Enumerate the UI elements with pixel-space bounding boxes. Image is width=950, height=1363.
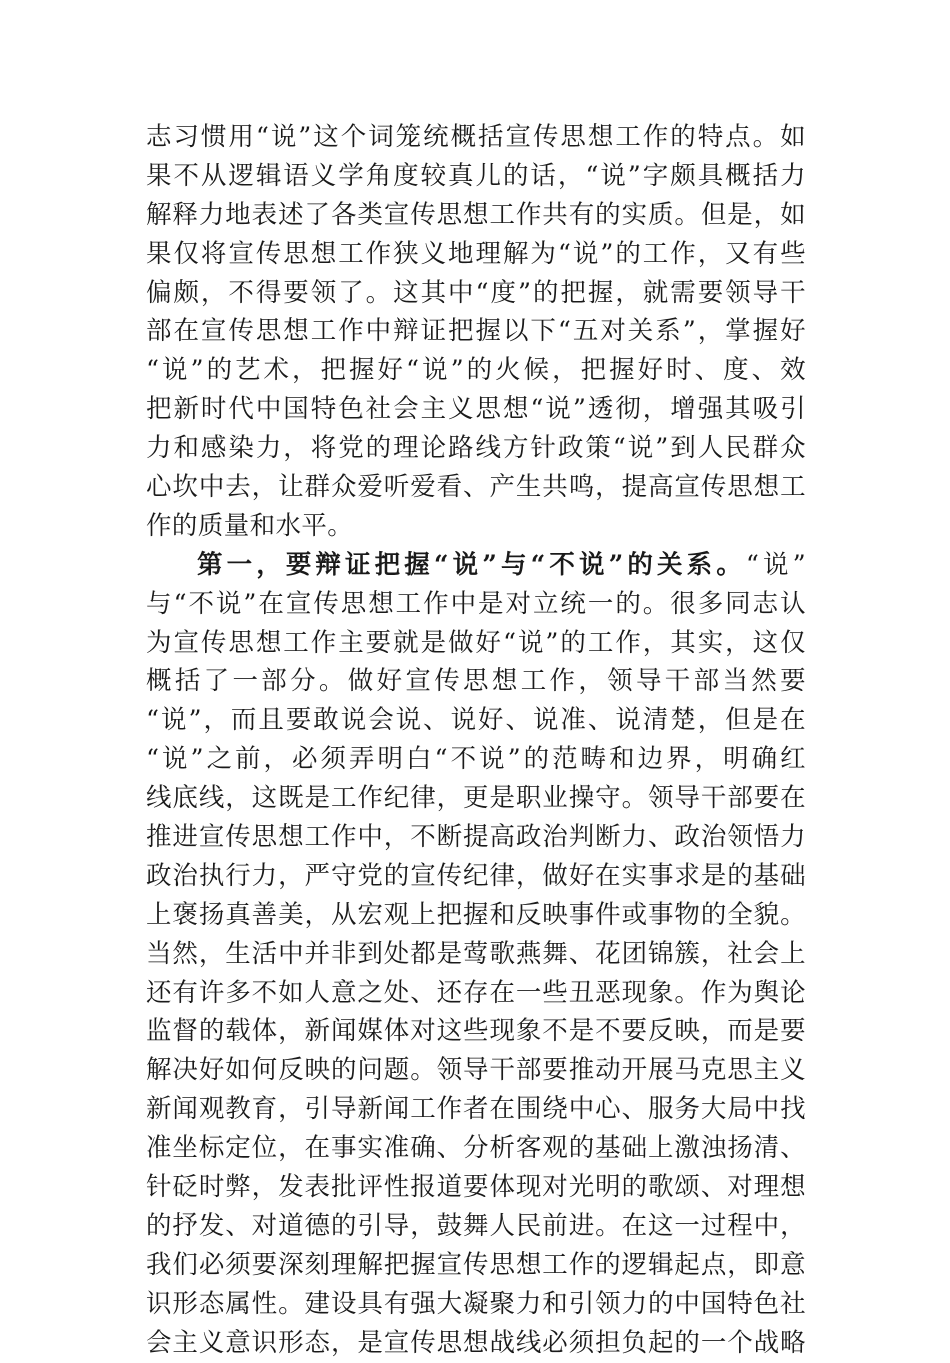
text-line: 为宣传思想工作主要就是做好“说”的工作，其实，这仅 [146,627,806,658]
text-line: 果仅将宣传思想工作狭义地理解为“说”的工作，又有些 [146,238,806,269]
text-line: 新闻观教育，引导新闻工作者在围绕中心、服务大局中找 [146,1094,806,1125]
text-line: 偏颇，不得要领了。这其中“度”的把握，就需要领导干 [146,277,806,308]
body-text [146,118,806,1363]
text-line: 会主义意识形态，是宣传思想战线必须担负起的一个战略 [146,1327,806,1358]
text-line: 识形态属性。建设具有强大凝聚力和引领力的中国特色社 [146,1288,806,1319]
text-line: 的抒发、对道德的引导，鼓舞人民前进。在这一过程中， [146,1210,806,1241]
paragraph-1 [146,118,806,546]
text-line: 把新时代中国特色社会主义思想“说”透彻，增强其吸引 [146,394,806,425]
text-line: 力和感染力，将党的理论路线方针政策“说”到人民群众 [146,433,806,464]
text-line: 果不从逻辑语义学角度较真儿的话，“说”字颇具概括力 [146,160,806,191]
text-line: 志习惯用“说”这个词笼统概括宣传思想工作的特点。如 [146,122,806,152]
text-line: 准坐标定位，在事实准确、分析客观的基础上激浊扬清、 [146,1133,806,1164]
text-line: 推进宣传思想工作中，不断提高政治判断力、政治领悟力 [146,822,806,853]
section-heading: 第一，要辩证把握“说”与“不说”的关系。 [197,549,746,580]
text-line: 还有许多不如人意之处、还存在一些丑恶现象。作为舆论 [146,977,806,1008]
text-line: 政治执行力，严守党的宣传纪律，做好在实事求是的基础 [146,860,806,891]
paragraph-2-first-line [146,546,806,585]
text-line: 概括了一部分。做好宣传思想工作，领导干部当然要 [146,666,806,697]
text-line: 监督的载体，新闻媒体对这些现象不是不要反映，而是要 [146,1016,806,1047]
text-line: 解释力地表述了各类宣传思想工作共有的实质。但是，如 [146,199,806,230]
text-line: 上褒扬真善美，从宏观上把握和反映事件或事物的全貌。 [146,899,806,930]
text-fragment: “说” [745,549,806,580]
paragraph-2 [146,546,806,1363]
text-line: 心坎中去，让群众爱听爱看、产生共鸣，提高宣传思想工 [146,472,806,503]
text-line: 部在宣传思想工作中辩证把握以下“五对关系”，掌握好 [146,316,806,347]
text-line: 作的质量和水平。 [146,510,354,541]
text-line: 针砭时弊，发表批评性报道要体现对光明的歌颂、对理想 [146,1172,806,1203]
text-line: “说”的艺术，把握好“说”的火候，把握好时、度、效 [146,355,806,386]
text-line: 我们必须要深刻理解把握宣传思想工作的逻辑起点，即意 [146,1249,806,1280]
text-line: 当然，生活中并非到处都是莺歌燕舞、花团锦簇，社会上 [146,938,806,969]
text-line: “说”之前，必须弄明白“不说”的范畴和边界，明确红 [146,744,806,775]
text-line: 解决好如何反映的问题。领导干部要推动开展马克思主义 [146,1055,806,1086]
text-line: 与“不说”在宣传思想工作中是对立统一的。很多同志认 [146,588,806,619]
text-line: 线底线，这既是工作纪律，更是职业操守。领导干部要在 [146,783,806,814]
text-line: “说”，而且要敢说会说、说好、说准、说清楚，但是在 [146,705,806,736]
